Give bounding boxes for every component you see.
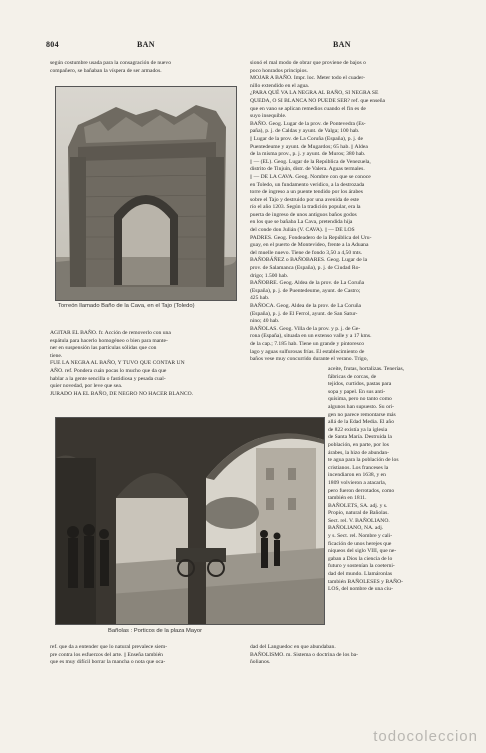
text-line: FUE LA NEGRA AL BAÑO, Y TUVO QUE CONTAR UN: [50, 360, 185, 367]
text-line: Sect. rel. V. BAÑOLIANO.: [328, 517, 390, 524]
text-line: espátula para hacerlo homogéneo o bien para mante-: [50, 337, 168, 344]
text-line: tejidos, curtidos, pastas para: [328, 381, 392, 388]
text-line: de la cap.; 7.185 hab. Tiene un grande y pintoresco: [250, 340, 365, 347]
text-line: BAÑOCA. Geog. Aldea de la prov. de La Coruña: [250, 303, 362, 309]
text-line: de 822 existía ya la iglesia: [328, 426, 388, 433]
left-column-bottom-text: [50, 644, 272, 667]
text-line: gen no parece remontarse más: [328, 411, 396, 418]
header-left-title: BAN: [137, 40, 155, 49]
text-line: AGITAR EL BAÑO. fr. Acción de removerlo con una: [50, 330, 171, 336]
text-line: quísima, pero no tanto como: [328, 396, 392, 403]
text-line: BAÑO. Geog. Lugar de la prov. de Pontevedra (Es-: [250, 120, 366, 127]
text-line: niqueos del siglo VIII, que ne-: [328, 548, 397, 555]
text-line: BAÑOLIANO, NA. adj.: [328, 525, 384, 532]
text-line: PADRES. Geog. Fondeadero de la República del Uru-: [250, 234, 372, 241]
text-line: prov. de Salamanca (España), p. j. de Ciudad Ro-: [250, 265, 361, 272]
text-line: MOJAR A BAÑO. Impr. loc. Meter todo el cuader-: [250, 75, 366, 82]
text-line: BAÑOLISMO. m. Sistema o doctrina de los ba-: [250, 651, 358, 658]
text-line: BAÑOBÁÑEZ o BAÑOBARES. Geog. Lugar de la: [250, 257, 368, 264]
text-line: del muelle nuevo. Tiene de fondo 3,50 a 4,50 mts.: [250, 249, 363, 256]
text-line: que es muy difícil borrar la mancha o nota que oca-: [50, 659, 166, 666]
text-line: dad del Languedoc en que abundaban.: [250, 644, 336, 650]
text-line: ¿PARA QUÉ VA LA NEGRA AL BAÑO, SI NEGRA SE: [250, 90, 379, 97]
text-line: distrito de Tinjuin, distr. de Valera. Aguas termales.: [250, 166, 365, 173]
watermark: todocoleccion: [373, 728, 478, 745]
text-line: fábricas de corcas, de: [328, 373, 377, 380]
text-line: nillo extendido en el agua.: [250, 82, 310, 89]
text-line: de Santa María. Destruida la: [328, 434, 392, 441]
text-line: población, en parte, por los: [328, 441, 389, 448]
text-line: tiene.: [50, 352, 63, 359]
text-line: y s. Sect. rel. Nombre y cali-: [328, 533, 393, 540]
text-line: aceite, frutas, hortalizas. Tenerías,: [328, 366, 405, 372]
header-right-title: BAN: [333, 40, 351, 49]
text-line: según costumbre usada para la consagración de nuevo: [50, 60, 171, 66]
text-line: también BAÑOLESES y BAÑO-: [328, 578, 404, 585]
text-line: río el año 1203. Según la tradición popular, era la: [250, 204, 361, 211]
text-line: también en 1811.: [328, 495, 367, 502]
right-column-text: [250, 60, 450, 364]
text-line: rona (España), situada en un extenso valle y a 17 kms.: [250, 333, 372, 340]
text-line: drigo; 1.500 hab.: [250, 272, 289, 279]
text-line: cristianos. Los franceses la: [328, 464, 389, 471]
text-line: lago y aguas sulfurosas frías. El establecimiento de: [250, 348, 365, 355]
text-line: en Toledo, un fundamento veridico, a la destrozada: [250, 181, 365, 188]
text-line: puerta de ingreso de unos antiguos baños godos: [250, 211, 357, 218]
text-line: paña), p. j. de Caldas y ayunt. de Valga; 100 hab.: [250, 128, 360, 135]
photo-bano-de-la-cava-image: [56, 87, 236, 300]
text-line: || — (EL). Geog. Lugar de la República de Venezuela,: [250, 158, 371, 165]
text-line: sopa y papel. En sus anti-: [328, 388, 386, 395]
text-line: torre de ingreso a un puente tendido por los árabes: [250, 189, 363, 196]
text-line: compañero, se bañaban la víspera de ser armados.: [50, 67, 162, 74]
text-line: en los que se bañaba La Cava, pretendida hija: [250, 219, 353, 226]
left-column-middle-text: [50, 330, 270, 398]
text-line: QUEDA, O SI BLANCA NO PUEDE SER? ref. que enseña: [250, 97, 386, 104]
text-line: árabes, la hizo de abundan-: [328, 449, 390, 456]
text-line: Propio, natural de Bañolas.: [328, 510, 389, 517]
text-line: ref. que da a entender que lo natural prevalece siem-: [50, 644, 168, 650]
text-line: ner en suspensión las partículas sólidas que con: [50, 345, 157, 352]
text-line: (España), p. j. de Puentedeume, ayunt. de Castro;: [250, 287, 361, 294]
photo1-caption: Torreón llamado Baño de la Cava, en el Tajo (Toledo): [58, 303, 195, 309]
text-line: sionó el mal modo de obrar que proviene de bajos o: [250, 60, 366, 66]
text-line: pero fueron derrotados, como: [328, 487, 395, 494]
text-line: guay, en el puerto de Montevideo, frente a la Aduana: [250, 242, 369, 249]
text-line: te agua para la población de los: [328, 457, 399, 464]
right-narrow-column-text: [328, 366, 450, 594]
text-line: ficación de unos herejes que: [328, 540, 392, 547]
text-line: JURADO HA EL BAÑO, DE NEGRO NO HACER BLANCO.: [50, 390, 194, 397]
text-line: sobre el Tajo y destruido por una avenida de este: [250, 196, 360, 203]
text-line: futuro y sostenían la coeterni-: [328, 563, 395, 570]
text-line: (España), p. j. de El Ferrol, ayunt. de San Satur-: [250, 310, 358, 317]
text-line: AÑO. ref. Pondera cuán pocas lo mucho que da que: [50, 367, 167, 374]
text-line: nino; 40 hab.: [250, 318, 280, 325]
right-column-bottom-text: [250, 644, 450, 667]
photo-banolas-porticos-image: [56, 418, 324, 624]
photo2-caption: Bañolas : Porticos de la plaza Mayor: [108, 628, 203, 634]
text-line: ñolianos.: [250, 659, 271, 666]
text-line: BAÑOBRE. Geog. Aldea de la prov. de La Coruña: [250, 280, 365, 287]
text-line: dad del mundo. Llamáronlas: [328, 571, 393, 578]
text-line: suyo insequible.: [250, 113, 287, 120]
text-line: poco honrados principios.: [250, 67, 308, 74]
text-line: || Lugar de la prov. de La Coruña (España), p. j. de: [250, 135, 363, 142]
photo-bano-de-la-cava: [55, 86, 237, 301]
text-line: hablar a la gente sencilla o fastidiosa y pesada cual-: [50, 375, 166, 382]
text-line: BAÑOLAS. Geog. Villa de la prov. y p. j. de Ge-: [250, 325, 361, 332]
text-line: LOS, del nombre de una ciu-: [328, 586, 393, 593]
text-line: del conde don Julián (V. CAVA). || — DE LOS: [250, 227, 355, 234]
left-column-top-text: [50, 60, 268, 75]
text-line: algunos han supuesto. Su ori-: [328, 403, 395, 410]
text-line: que en vano se aplican remedios cuando el fin es de: [250, 105, 366, 112]
text-line: Puentedeume y ayunt. de Mugardos; 65 hab. || Aldea: [250, 143, 368, 150]
text-line: incendiaron en 1638, y en: [328, 472, 386, 479]
photo-banolas-porticos: [55, 417, 325, 625]
text-line: de la misma prov., p. j. y ayunt. de Muros; 380 hab.: [250, 151, 366, 158]
text-line: gaban a Dios la ciencia de lo: [328, 555, 393, 562]
text-line: pre contra los esfuerzos del arte. || Enseña también: [50, 651, 163, 658]
page-number: 804: [46, 40, 59, 49]
text-line: baños vese muy concurrido durante el verano. Trigo,: [250, 356, 368, 363]
text-line: quier novedad, por leve que sea.: [50, 383, 123, 390]
text-line: || — DE LA CAVA. Geog. Nombre con que se conoce: [250, 173, 371, 180]
text-line: 425 hab.: [250, 295, 270, 302]
text-line: allá de la Edad Media. El año: [328, 419, 395, 426]
text-line: 1809 volvieron a atacarla,: [328, 479, 387, 486]
text-line: BAÑOLETS, SA. adj. y s.: [328, 502, 388, 509]
